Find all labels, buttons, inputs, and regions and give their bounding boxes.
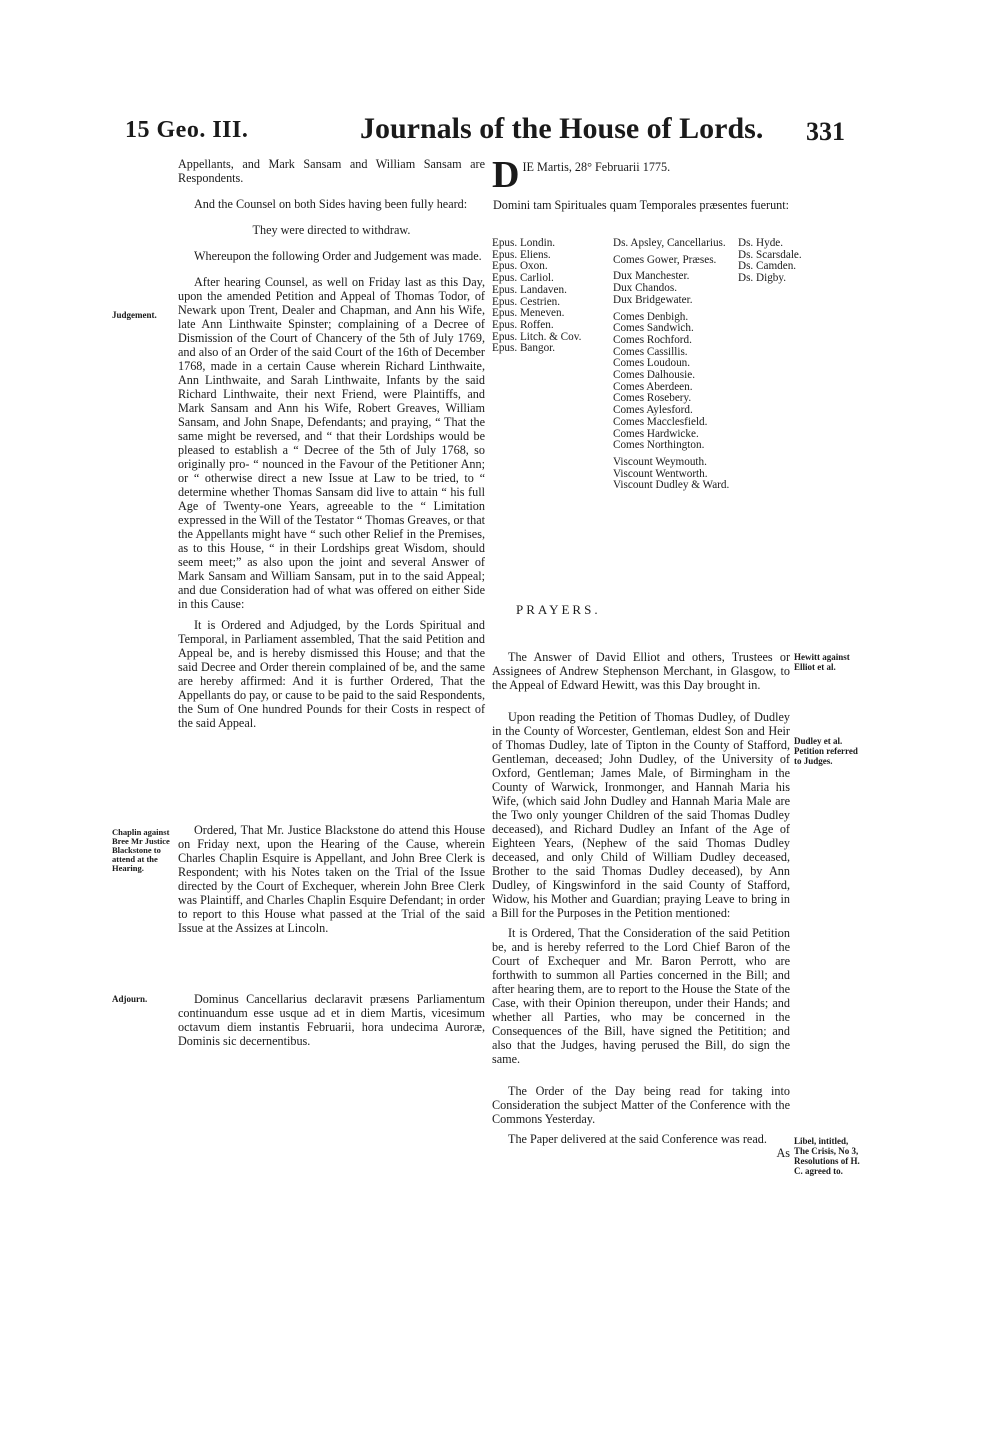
bishop: Epus. Carliol. <box>492 272 554 285</box>
barons-list <box>738 238 802 285</box>
bishop: Epus. Meneven. <box>492 307 565 320</box>
peer: Comes Denbigh. <box>613 310 689 323</box>
dudley-petition-paragraph: Upon reading the Petition of Thomas Dudley, of Dudley in the County of Worcester, Gentleman, eldest Son and Heir of Thomas Dudley, late of Tipton in the County of Stafford, Gentleman, deceased; John Dudley, of the University of Oxford, Gentleman; James Male, of Birmingham in the County of Warwick, Ironmonger, and Hannah Maria his Wife, (which said John Dudley and Hannah Maria Male are the Two only younger Children of the said Thomas Dudley deceased), and Richard Dudley an Infant of the Age of Eighteen Years, (Nephew of the said Thomas Dudley deceased, and only Child of William Dudley deceased, Brother to the said Thomas Dudley deceased), by Ann Dudley, of Kingswinford in the said County of Stafford, Widow, his Mother and Guardian; praying Leave to bring in a Bill for the Purposes in the Petition mentioned: <box>492 710 790 920</box>
elliot-answer-paragraph: The Answer of David Elliot and others, Trustees or Assignees of Andrew Stephenson Merchant, in Glasgow, to the Appeal of Edward Hewitt, was this Day brought in. <box>492 650 790 692</box>
withdraw-paragraph: They were directed to withdraw. <box>252 223 411 237</box>
margin-note-hewitt: Hewitt against Elliot et al. <box>794 652 850 672</box>
appellants-paragraph: Appellants, and Mark Sansam and William Sansam are Respondents. <box>178 157 485 185</box>
counsel-heard-paragraph: And the Counsel on both Sides having been fully heard: <box>194 197 468 211</box>
peer: Comes Sandwich. <box>613 322 694 335</box>
peer: Comes Northington. <box>613 439 705 452</box>
peer: Viscount Wentworth. <box>613 467 708 480</box>
peer: Dux Manchester. <box>613 270 690 283</box>
margin-note-chaplin: Chaplin against Bree Mr Justice Blackstone to attend at the Hearing. <box>112 827 170 873</box>
bishop: Epus. Londin. <box>492 237 556 249</box>
peer: Comes Hardwicke. <box>613 427 699 440</box>
peer: Comes Rosebery. <box>613 392 692 405</box>
bishop: Epus. Oxon. <box>492 260 548 273</box>
peer: Comes Dalhousie. <box>613 369 696 382</box>
peer: Viscount Dudley & Ward. <box>613 479 730 492</box>
peer: Comes Gower, Præses. <box>613 253 717 266</box>
bishops-list <box>492 238 581 355</box>
bishop: Epus. Roffen. <box>492 318 554 331</box>
paper-read-paragraph: The Paper delivered at the said Conference was read. <box>508 1132 767 1146</box>
peer: Dux Bridgewater. <box>613 293 693 306</box>
margin-note-dudley: Dudley et al. Petition referred to Judges. <box>794 736 858 766</box>
order-of-day-paragraph: The Order of the Day being read for taking into Consideration the subject Matter of the Conference with the Commons Yesterday. <box>492 1084 790 1126</box>
margin-note-judgement: Judgement. <box>112 310 157 320</box>
running-head-title: Journals of the House of Lords. <box>360 112 764 145</box>
peer: Dux Chandos. <box>613 282 678 295</box>
peer: Comes Rochford. <box>613 333 692 346</box>
left-column <box>178 157 485 730</box>
peer: Comes Cassillis. <box>613 345 688 358</box>
blackstone-order <box>178 823 485 935</box>
peer: Comes Loudoun. <box>613 357 691 370</box>
catchword: As <box>776 1146 790 1160</box>
peer: Comes Aylesford. <box>613 404 693 417</box>
bishop: Epus. Litch. & Cov. <box>492 330 582 343</box>
adjournment-paragraph: Dominus Cancellarius declaravit præsens Parliamentum continuandum esse usque ad et in diem Martis, vicesimum octavum diem instantis Februarii, hora undecima Auroræ, Dominis sic decernentibus. <box>178 992 485 1048</box>
margin-note-libel: Libel, intitled, The Crisis, No 3, Resolutions of H. C. agreed to. <box>794 1136 860 1176</box>
peer: Comes Macclesfield. <box>613 415 708 428</box>
blackstone-paragraph: Ordered, That Mr. Justice Blackstone do attend this House on Friday next, upon the Hearing of the Cause, wherein Charles Chaplin Esquire is Appellant, and John Bree Clerk is Respondent; with his Notes taken on the Trial of the Issue directed by the Court of Exchequer, wherein John Bree Clerk was Plaintiff, and Charles Chaplin Esquire Defendant; in order to report to this House what passed at the Trial of the said Issue at the Assizes at Lincoln. <box>178 823 485 935</box>
drop-cap: D <box>492 154 520 196</box>
peer: Viscount Weymouth. <box>613 455 707 468</box>
whereupon-paragraph: Whereupon the following Order and Judgement was made. <box>194 249 482 263</box>
page-number: 331 <box>806 117 845 146</box>
baron: Ds. Scarsdale. <box>738 248 802 261</box>
date-line: IE Martis, 28° Februarii 1775. <box>522 160 671 174</box>
peers-list <box>613 238 735 492</box>
ordered-adjudged-paragraph: It is Ordered and Adjudged, by the Lords Spiritual and Temporal, in Parliament assembled, That the said Petition and Appeal be, and is hereby dismissed this House; and that the said Decree and Order therein complained of be, and the same are hereby affirmed: And it is further Ordered, That the Appellants do pay, or cause to be paid to the said Respondents, the Sum of One hundred Pounds for their Costs in respect of the said Appeal. <box>178 618 485 730</box>
right-column-body <box>492 650 790 1160</box>
bishop: Epus. Cestrien. <box>492 295 561 308</box>
running-head-session: 15 Geo. III. <box>125 117 249 143</box>
adjournment <box>178 992 485 1048</box>
baron: Ds. Hyde. <box>738 237 784 249</box>
bishop: Epus. Bangor. <box>492 342 556 355</box>
prayers-heading: PRAYERS. <box>516 602 601 617</box>
baron: Ds. Digby. <box>738 272 787 285</box>
bishop: Epus. Landaven. <box>492 283 567 296</box>
baron: Ds. Camden. <box>738 260 797 273</box>
sitting-date <box>492 154 792 196</box>
peer: Ds. Apsley, Cancellarius. <box>613 237 726 249</box>
bishop: Epus. Eliens. <box>492 248 551 261</box>
judgement-body-paragraph: After hearing Counsel, as well on Friday last as this Day, upon the amended Petition and Appeal of Thomas Todor, of Newark upon Trent, Dealer and Chapman, and Ann his Wife, late Ann Linthwaite Spinster; complaining of a Decree of Dismission of the Court of Chancery of the 5th of July 1769, and also of an Order of the said Court of the 16th of December 1768, made in a certain Cause wherein Richard Linthwaite, Ann Linthwaite, and Sarah Linthwaite, Infants by the said Richard Linthwaite, their next Friend, were Plaintiffs, and Mark Sansam and Ann his Wife, Robert Greaves, William Sansam, and John Snape, Defendants; and praying, “ That the same might be reversed, and “ that their Lordships would be pleased to establish a “ Decree of the 5th of July 1768, so originally pro- “ nounced in the Favour of the Petitioner Ann; or “ otherwise direct a new Issue at Law to be tried, to “ determine whether Thomas Sansam did live to attain “ his full Age of Twenty-one Years, agreeable to the “ Limitation expressed in the Will of the Testator “ Thomas Greaves, or that the Appellants might have “ such other Relief in the Premises, as to this House, “ in their Lordships great Wisdom, should seem meet;” as also upon the joint and several Answer of Mark Sansam and William Sansam, put in to the said Appeal; and due Consideration had of what was offered on either Side in this Cause: <box>178 275 485 611</box>
margin-note-adjourn: Adjourn. <box>112 994 148 1004</box>
referred-paragraph: It is Ordered, That the Consideration of the said Petition be, and is hereby referred to the Lord Chief Baron of the Court of Exchequer and Mr. Baron Perrott, who are forthwith to summon all Parties concerned in the Bill; and after hearing them, are to report to the House the State of the Case, with their Opinion thereupon, under their Hands; and whether all Parties, who may be concerned in the Consequences of the Bill, have signed the Petitition; and also that the Judges, having perused the Bill, do sign the same. <box>492 926 790 1066</box>
present-line: Domini tam Spirituales quam Temporales præsentes fuerunt: <box>492 198 790 212</box>
peer: Comes Aberdeen. <box>613 380 693 393</box>
